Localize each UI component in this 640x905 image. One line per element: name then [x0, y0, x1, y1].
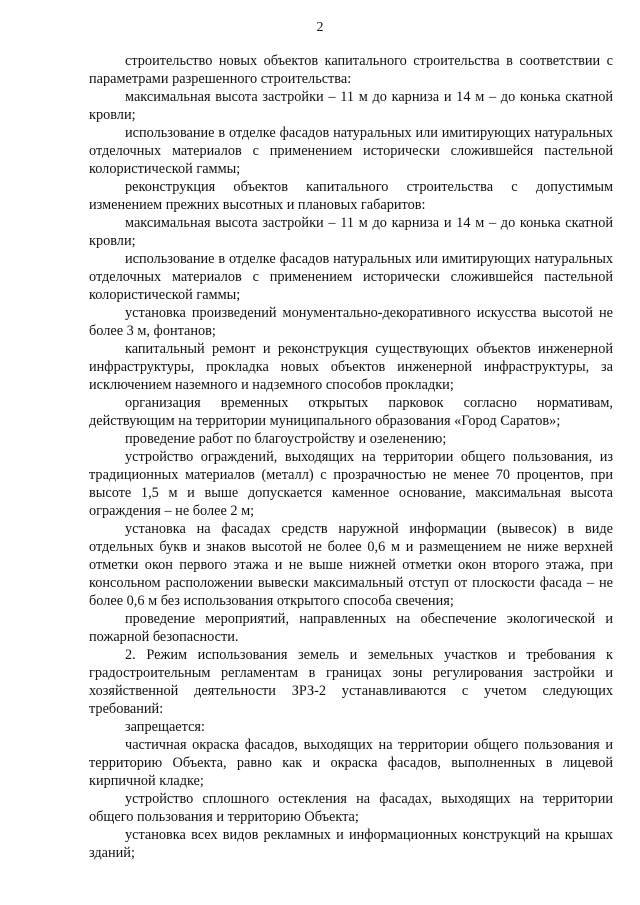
paragraph: частичная окраска фасадов, выходящих на территории общего пользования и территорию Объекта, равно как и окраска фасадов, выполненных в лицевой кирпичной кладке; [89, 737, 613, 789]
paragraph: максимальная высота застройки – 11 м до карниза и 14 м – до конька скатной кровли; [89, 89, 613, 123]
paragraph: установка на фасадах средств наружной информации (вывесок) в виде отдельных букв и знаков высотой не более 0,6 м и размещением не ниже верхней отметки окон первого этажа и не выше нижней отметки окон второго этажа, при консольном расположении вывески максимальный отступ от плоскости фасада – не более 0,6 м без использования открытого способа свечения; [89, 521, 613, 609]
paragraph: использование в отделке фасадов натуральных или имитирующих натуральных отделочных материалов с применением исторически сложившейся пастельной колористической гаммы; [89, 251, 613, 303]
paragraph: запрещается: [125, 719, 205, 735]
page-number: 2 [316, 20, 324, 35]
paragraph: реконструкция объектов капитального строительства с допустимым изменением прежних высотных и плановых габаритов: [89, 179, 613, 213]
paragraph: проведение мероприятий, направленных на обеспечение экологической и пожарной безопасности. [89, 611, 613, 645]
paragraph: устройство ограждений, выходящих на территории общего пользования, из традиционных материалов (металл) с прозрачностью не менее 70 процентов, при высоте 1,5 м и выше допускается каменное основание, максимальная высота ограждения – не более 2 м; [89, 449, 613, 519]
paragraph: строительство новых объектов капитального строительства в соответствии с параметрами разрешенного строительства: [89, 53, 613, 87]
paragraph: организация временных открытых парковок согласно нормативам, действующим на территории муниципального образования «Город Саратов»; [89, 395, 613, 429]
paragraph: капитальный ремонт и реконструкция существующих объектов инженерной инфраструктуры, прокладка новых объектов инженерной инфраструктуры, за исключением наземного и надземного способов прокладки; [89, 341, 613, 393]
paragraph: проведение работ по благоустройству и озеленению; [125, 431, 447, 447]
paragraph: использование в отделке фасадов натуральных или имитирующих натуральных отделочных материалов с применением исторически сложившейся пастельной колористической гаммы; [89, 125, 613, 177]
paragraph: устройство сплошного остекления на фасадах, выходящих на территории общего пользования и территорию Объекта; [89, 791, 613, 825]
paragraph: установка произведений монументально-декоративного искусства высотой не более 3 м, фонтанов; [89, 305, 613, 339]
paragraph: максимальная высота застройки – 11 м до карниза и 14 м – до конька скатной кровли; [89, 215, 613, 249]
document-body [89, 52, 613, 862]
paragraph: 2. Режим использования земель и земельных участков и требования к градостроительным регламентам в границах зоны регулирования застройки и хозяйственной деятельности ЗРЗ-2 устанавливаются с учетом следующих требований: [89, 647, 613, 717]
paragraph: установка всех видов рекламных и информационных конструкций на крышах зданий; [89, 827, 613, 861]
